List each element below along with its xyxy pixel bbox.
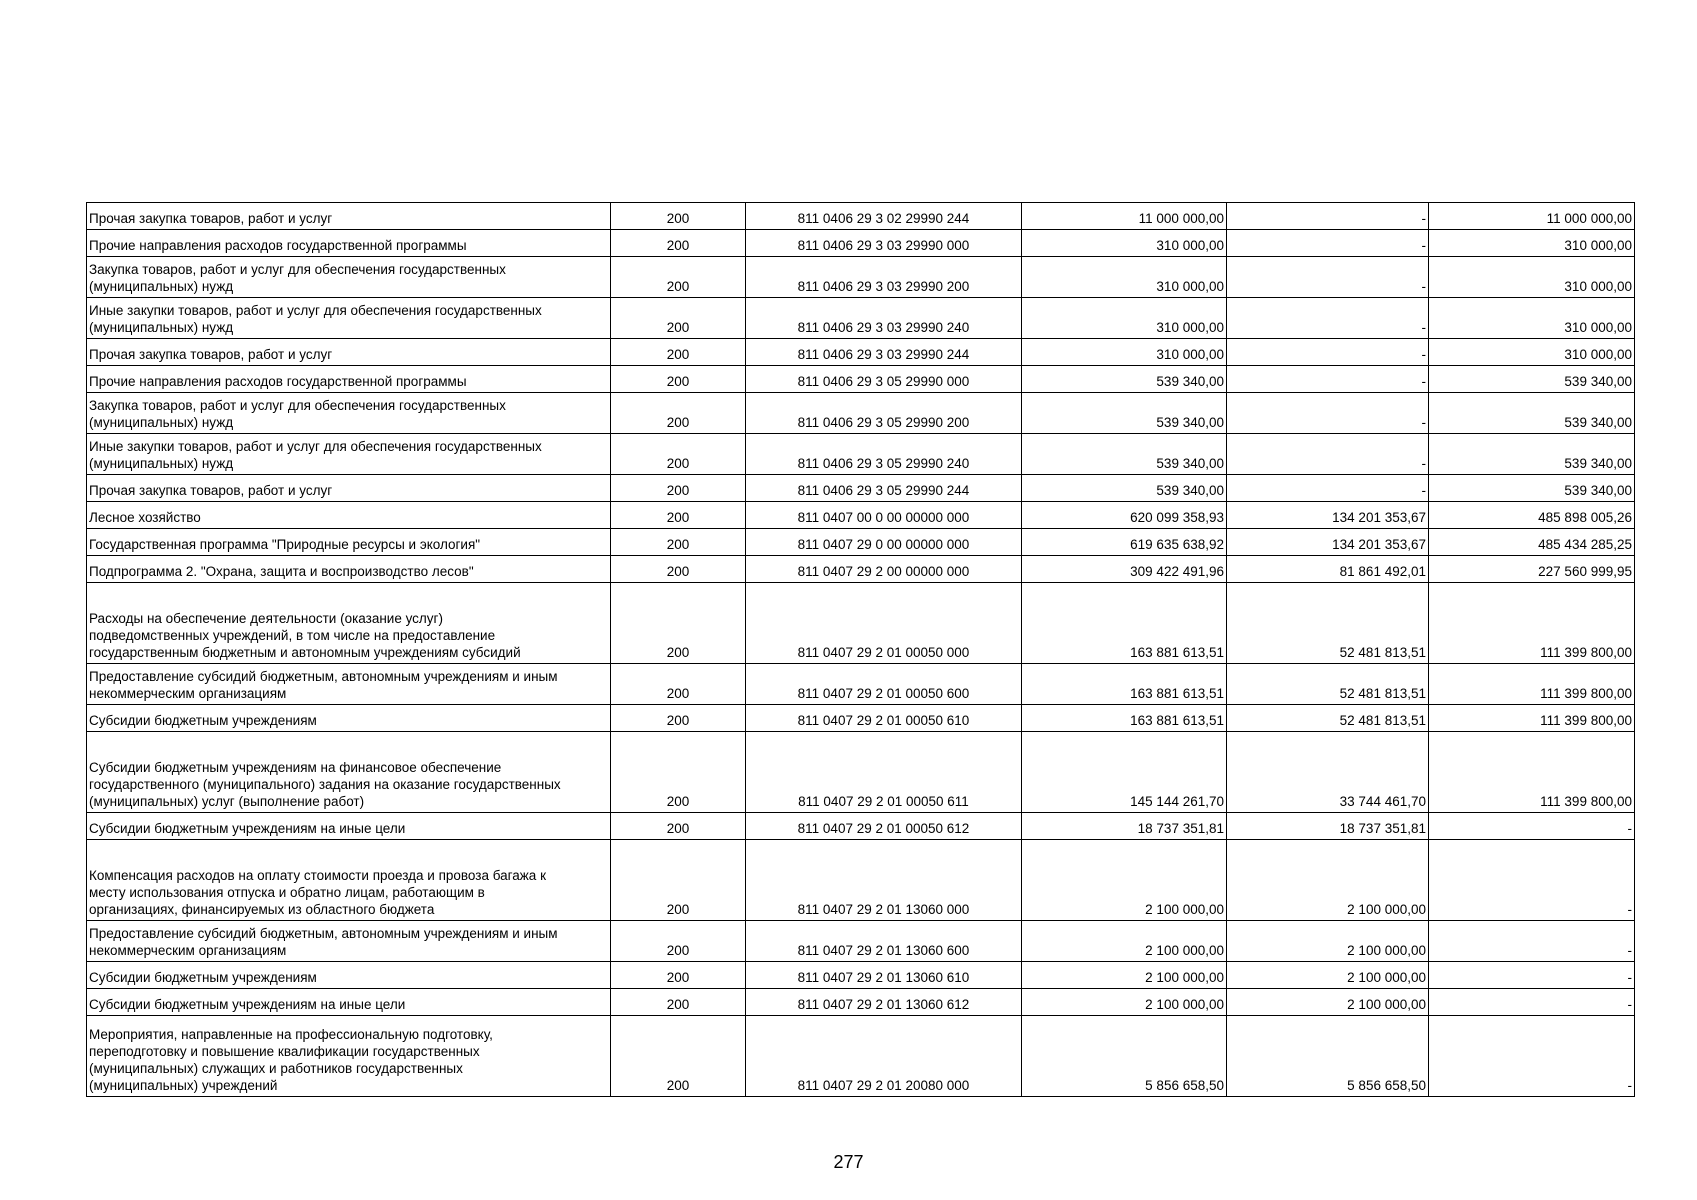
row-executed-cell: 2 100 000,00 (1227, 840, 1429, 921)
row-approved-cell: 309 422 491,96 (1022, 556, 1227, 583)
row-executed-cell: 2 100 000,00 (1227, 962, 1429, 989)
row-classification-cell: 811 0407 29 2 01 00050 611 (746, 732, 1022, 813)
row-code-cell: 200 (611, 921, 746, 962)
table-row (87, 230, 1635, 257)
row-approved-cell: 2 100 000,00 (1022, 962, 1227, 989)
row-name-cell (87, 339, 611, 366)
row-approved-cell: 145 144 261,70 (1022, 732, 1227, 813)
row-executed-cell: - (1227, 298, 1429, 339)
row-unexecuted-cell: - (1429, 921, 1635, 962)
table-row (87, 366, 1635, 393)
row-approved-cell: 163 881 613,51 (1022, 664, 1227, 705)
row-name-cell (87, 962, 611, 989)
row-executed-cell: - (1227, 257, 1429, 298)
row-unexecuted-cell: 111 399 800,00 (1429, 732, 1635, 813)
row-classification-cell: 811 0406 29 3 03 29990 200 (746, 257, 1022, 298)
row-approved-cell: 2 100 000,00 (1022, 921, 1227, 962)
page-number: 277 (833, 1152, 864, 1172)
row-code-cell: 200 (611, 339, 746, 366)
row-name-cell (87, 813, 611, 840)
row-unexecuted-cell: - (1429, 962, 1635, 989)
row-code-cell: 200 (611, 556, 746, 583)
row-approved-cell: 18 737 351,81 (1022, 813, 1227, 840)
table-row (87, 434, 1635, 475)
row-classification-cell: 811 0407 29 2 01 00050 000 (746, 583, 1022, 664)
row-name-text: Прочие направления расходов государственной программы (89, 374, 467, 389)
row-classification-cell: 811 0407 29 2 01 13060 612 (746, 989, 1022, 1016)
row-executed-cell: 5 856 658,50 (1227, 1016, 1429, 1097)
row-unexecuted-cell: 539 340,00 (1429, 475, 1635, 502)
row-code-cell: 200 (611, 230, 746, 257)
row-executed-cell: - (1227, 434, 1429, 475)
row-name-cell (87, 583, 611, 664)
row-code-cell: 200 (611, 705, 746, 732)
row-code-cell: 200 (611, 989, 746, 1016)
row-approved-cell: 539 340,00 (1022, 434, 1227, 475)
row-code-cell: 200 (611, 298, 746, 339)
row-name-text: Закупка товаров, работ и услуг для обеспечения государственных (муниципальных) нужд (89, 262, 506, 294)
row-unexecuted-cell: 310 000,00 (1429, 339, 1635, 366)
row-executed-cell: 2 100 000,00 (1227, 921, 1429, 962)
row-classification-cell: 811 0406 29 3 03 29990 000 (746, 230, 1022, 257)
row-classification-cell: 811 0406 29 3 03 29990 244 (746, 339, 1022, 366)
table-body (87, 203, 1635, 1097)
row-name-cell (87, 1016, 611, 1097)
row-executed-cell: - (1227, 230, 1429, 257)
table-row (87, 475, 1635, 502)
row-code-cell: 200 (611, 203, 746, 230)
row-name-text: Иные закупки товаров, работ и услуг для обеспечения государственных (муниципальных) нужд (89, 439, 542, 471)
row-unexecuted-cell: 111 399 800,00 (1429, 664, 1635, 705)
row-unexecuted-cell: 111 399 800,00 (1429, 705, 1635, 732)
row-unexecuted-cell: 227 560 999,95 (1429, 556, 1635, 583)
row-approved-cell: 310 000,00 (1022, 230, 1227, 257)
row-name-text: Предоставление субсидий бюджетным, автономным учреждениям и иным некоммерческим организациям (89, 669, 558, 701)
table-row (87, 732, 1635, 813)
row-name-text: Предоставление субсидий бюджетным, автономным учреждениям и иным некоммерческим организациям (89, 926, 558, 958)
row-name-cell (87, 556, 611, 583)
row-name-cell (87, 393, 611, 434)
table-row (87, 962, 1635, 989)
row-approved-cell: 310 000,00 (1022, 298, 1227, 339)
row-unexecuted-cell: 310 000,00 (1429, 230, 1635, 257)
row-executed-cell: - (1227, 393, 1429, 434)
row-executed-cell: - (1227, 366, 1429, 393)
row-name-text: Закупка товаров, работ и услуг для обеспечения государственных (муниципальных) нужд (89, 398, 506, 430)
row-name-text: Компенсация расходов на оплату стоимости проезда и провоза багажа к месту использования отпуска и обратно лицам, работающим в организациях, финансируемых из областного бюджета (89, 868, 546, 917)
row-unexecuted-cell: - (1429, 840, 1635, 921)
row-executed-cell: - (1227, 339, 1429, 366)
row-name-text: Лесное хозяйство (89, 510, 201, 525)
table-row (87, 989, 1635, 1016)
table-row (87, 921, 1635, 962)
row-code-cell: 200 (611, 257, 746, 298)
row-approved-cell: 539 340,00 (1022, 366, 1227, 393)
row-classification-cell: 811 0407 29 2 01 00050 600 (746, 664, 1022, 705)
row-code-cell: 200 (611, 475, 746, 502)
row-code-cell: 200 (611, 583, 746, 664)
row-name-text: Расходы на обеспечение деятельности (оказание услуг) подведомственных учреждений, в том числе на предоставление государственным бюджетным и автономным учреждениям субсидий (89, 611, 521, 660)
table-row (87, 813, 1635, 840)
row-name-cell (87, 298, 611, 339)
row-approved-cell: 619 635 638,92 (1022, 529, 1227, 556)
row-name-text: Подпрограмма 2. "Охрана, защита и воспроизводство лесов" (89, 564, 474, 579)
row-name-text: Субсидии бюджетным учреждениям (89, 970, 317, 985)
row-name-text: Прочие направления расходов государственной программы (89, 238, 467, 253)
table-row (87, 840, 1635, 921)
row-name-cell (87, 475, 611, 502)
row-name-cell (87, 840, 611, 921)
row-unexecuted-cell: 539 340,00 (1429, 393, 1635, 434)
row-code-cell: 200 (611, 840, 746, 921)
row-executed-cell: - (1227, 203, 1429, 230)
table-row (87, 664, 1635, 705)
row-name-cell (87, 921, 611, 962)
row-executed-cell: 81 861 492,01 (1227, 556, 1429, 583)
row-code-cell: 200 (611, 434, 746, 475)
row-classification-cell: 811 0406 29 3 05 29990 244 (746, 475, 1022, 502)
row-unexecuted-cell: 310 000,00 (1429, 257, 1635, 298)
row-code-cell: 200 (611, 732, 746, 813)
table-row (87, 203, 1635, 230)
row-classification-cell: 811 0406 29 3 05 29990 000 (746, 366, 1022, 393)
row-name-cell (87, 705, 611, 732)
table-row (87, 298, 1635, 339)
row-name-text: Субсидии бюджетным учреждениям (89, 713, 317, 728)
table-row (87, 257, 1635, 298)
row-code-cell: 200 (611, 813, 746, 840)
row-name-text: Государственная программа "Природные ресурсы и экология" (89, 537, 481, 552)
row-name-cell (87, 502, 611, 529)
row-executed-cell: 33 744 461,70 (1227, 732, 1429, 813)
row-unexecuted-cell: 111 399 800,00 (1429, 583, 1635, 664)
row-executed-cell: - (1227, 475, 1429, 502)
row-approved-cell: 163 881 613,51 (1022, 583, 1227, 664)
row-unexecuted-cell: 539 340,00 (1429, 434, 1635, 475)
row-code-cell: 200 (611, 502, 746, 529)
row-classification-cell: 811 0407 29 2 01 13060 600 (746, 921, 1022, 962)
row-name-text: Иные закупки товаров, работ и услуг для обеспечения государственных (муниципальных) нужд (89, 303, 542, 335)
row-classification-cell: 811 0407 00 0 00 00000 000 (746, 502, 1022, 529)
row-name-text: Прочая закупка товаров, работ и услуг (89, 347, 333, 362)
row-unexecuted-cell: - (1429, 1016, 1635, 1097)
row-name-cell (87, 257, 611, 298)
row-unexecuted-cell: - (1429, 989, 1635, 1016)
row-name-cell (87, 529, 611, 556)
row-classification-cell: 811 0407 29 2 01 00050 610 (746, 705, 1022, 732)
row-code-cell: 200 (611, 664, 746, 705)
row-approved-cell: 620 099 358,93 (1022, 502, 1227, 529)
row-name-text: Субсидии бюджетным учреждениям на иные цели (89, 821, 406, 836)
row-classification-cell: 811 0406 29 3 05 29990 200 (746, 393, 1022, 434)
table-row (87, 393, 1635, 434)
row-executed-cell: 52 481 813,51 (1227, 705, 1429, 732)
row-code-cell: 200 (611, 1016, 746, 1097)
row-name-text: Прочая закупка товаров, работ и услуг (89, 483, 333, 498)
row-executed-cell: 134 201 353,67 (1227, 529, 1429, 556)
row-name-text: Субсидии бюджетным учреждениям на иные цели (89, 997, 406, 1012)
row-name-text: Мероприятия, направленные на профессиональную подготовку, переподготовку и повышение квалификации государственных (муниципальных) служащих и работников государственных (муниципальных) учреждений (89, 1027, 493, 1093)
row-unexecuted-cell: 310 000,00 (1429, 298, 1635, 339)
row-unexecuted-cell: 485 898 005,26 (1429, 502, 1635, 529)
row-classification-cell: 811 0406 29 3 03 29990 240 (746, 298, 1022, 339)
row-name-cell (87, 366, 611, 393)
budget-execution-table (86, 202, 1635, 1097)
row-name-cell (87, 732, 611, 813)
row-approved-cell: 539 340,00 (1022, 475, 1227, 502)
row-name-text: Прочая закупка товаров, работ и услуг (89, 211, 333, 226)
row-classification-cell: 811 0407 29 2 01 00050 612 (746, 813, 1022, 840)
row-approved-cell: 310 000,00 (1022, 257, 1227, 298)
table-row (87, 705, 1635, 732)
row-executed-cell: 134 201 353,67 (1227, 502, 1429, 529)
row-executed-cell: 52 481 813,51 (1227, 664, 1429, 705)
row-approved-cell: 310 000,00 (1022, 339, 1227, 366)
row-approved-cell: 2 100 000,00 (1022, 840, 1227, 921)
row-approved-cell: 5 856 658,50 (1022, 1016, 1227, 1097)
row-unexecuted-cell: 11 000 000,00 (1429, 203, 1635, 230)
row-classification-cell: 811 0407 29 2 01 13060 610 (746, 962, 1022, 989)
row-classification-cell: 811 0407 29 2 01 20080 000 (746, 1016, 1022, 1097)
row-name-cell (87, 989, 611, 1016)
row-unexecuted-cell: 539 340,00 (1429, 366, 1635, 393)
row-code-cell: 200 (611, 393, 746, 434)
row-name-text: Субсидии бюджетным учреждениям на финансовое обеспечение государственного (муниципального) задания на оказание государственных (муниципальных) услуг (выполнение работ) (89, 760, 561, 809)
table-row (87, 529, 1635, 556)
row-code-cell: 200 (611, 962, 746, 989)
row-unexecuted-cell: 485 434 285,25 (1429, 529, 1635, 556)
row-approved-cell: 11 000 000,00 (1022, 203, 1227, 230)
row-classification-cell: 811 0407 29 2 01 13060 000 (746, 840, 1022, 921)
row-executed-cell: 18 737 351,81 (1227, 813, 1429, 840)
row-executed-cell: 2 100 000,00 (1227, 989, 1429, 1016)
row-classification-cell: 811 0406 29 3 05 29990 240 (746, 434, 1022, 475)
row-approved-cell: 163 881 613,51 (1022, 705, 1227, 732)
row-name-cell (87, 230, 611, 257)
row-unexecuted-cell: - (1429, 813, 1635, 840)
row-approved-cell: 2 100 000,00 (1022, 989, 1227, 1016)
row-name-cell (87, 434, 611, 475)
row-classification-cell: 811 0406 29 3 02 29990 244 (746, 203, 1022, 230)
table-row (87, 1016, 1635, 1097)
row-code-cell: 200 (611, 366, 746, 393)
row-name-cell (87, 203, 611, 230)
table-row (87, 502, 1635, 529)
table-row (87, 583, 1635, 664)
row-classification-cell: 811 0407 29 2 00 00000 000 (746, 556, 1022, 583)
row-name-cell (87, 664, 611, 705)
row-approved-cell: 539 340,00 (1022, 393, 1227, 434)
table-row (87, 339, 1635, 366)
row-executed-cell: 52 481 813,51 (1227, 583, 1429, 664)
row-code-cell: 200 (611, 529, 746, 556)
table-row (87, 556, 1635, 583)
row-classification-cell: 811 0407 29 0 00 00000 000 (746, 529, 1022, 556)
